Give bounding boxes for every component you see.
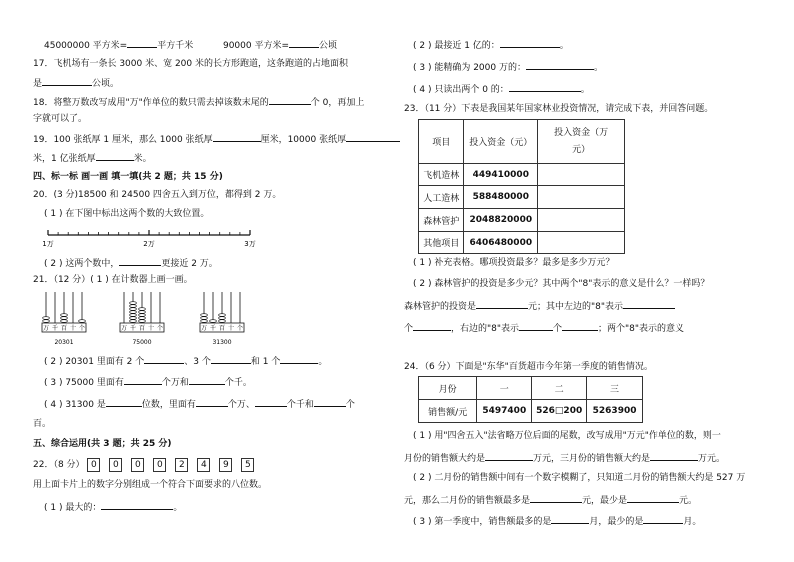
question-24-part1: ( 1 ) 用"四舍五入"法省略万位后面的尾数，改写成用"万元"作单位的数，则一 bbox=[413, 431, 721, 441]
question-21-part4-cont: 百。 bbox=[33, 419, 52, 429]
abacus-column-label: 万 bbox=[200, 325, 208, 332]
question-23-part1: ( 1 ) 补充表格。哪项投资最多？最多是多少万元？ bbox=[413, 258, 615, 268]
abacus-bead bbox=[201, 317, 208, 320]
abacus-column-label: 千 bbox=[209, 325, 217, 332]
abacus-column-label: 十 bbox=[147, 325, 155, 332]
abacus-bead bbox=[130, 308, 137, 311]
numline-label-1: 1万 bbox=[42, 240, 54, 248]
abacus-bead bbox=[130, 305, 137, 308]
answer-blank[interactable] bbox=[127, 38, 157, 48]
section-4-heading: 四、标一标 画一画 填一填(共 2 题；共 15 分) bbox=[33, 172, 223, 182]
question-22-part2: ( 2 ) 最接近 1 亿的： 。 bbox=[413, 38, 569, 52]
question-19-cont: 米，1 亿张纸厚 米。 bbox=[33, 151, 152, 165]
answer-blank[interactable] bbox=[650, 451, 698, 461]
question-22-part3: ( 3 ) 能精确为 2000 万的： 。 bbox=[413, 60, 603, 74]
abacus-column-label: 个 bbox=[236, 325, 244, 332]
table-row: 森林管护 2048820000 bbox=[419, 209, 625, 232]
answer-blank[interactable] bbox=[485, 451, 533, 461]
abacus-bead bbox=[201, 320, 208, 323]
abacus-bead bbox=[43, 317, 50, 320]
answer-blank[interactable] bbox=[314, 397, 346, 407]
abacus-75000 bbox=[120, 292, 164, 346]
question-18: 18．将整万数改写成用"万"作单位的数只需去掉该数末尾的 个 0，再加上 bbox=[33, 95, 364, 109]
abacus-column-label: 千 bbox=[129, 325, 137, 332]
abacus-bead bbox=[139, 317, 146, 320]
question-17-cont: 是 公顷。 bbox=[33, 76, 119, 90]
question-18-cont: 字就可以了。 bbox=[33, 114, 88, 124]
abacus-column-label: 百 bbox=[218, 325, 226, 332]
answer-blank[interactable] bbox=[280, 354, 318, 364]
abacus-bead bbox=[61, 317, 68, 320]
answer-blank[interactable] bbox=[551, 514, 589, 524]
question-22-desc: 用上面卡片上的数字分别组成一个符合下面要求的八位数。 bbox=[33, 480, 268, 490]
abacus-bead bbox=[61, 314, 68, 317]
abacus-number: 75000 bbox=[132, 339, 152, 346]
answer-blank[interactable] bbox=[562, 321, 598, 331]
abacus-bead bbox=[210, 320, 217, 323]
question-24: 24．（6 分）下面是"东华"百货超市今年第一季度的销售情况。 bbox=[404, 362, 653, 372]
abacus-20301 bbox=[42, 292, 86, 346]
table-header: 月份 bbox=[419, 377, 477, 400]
answer-blank[interactable] bbox=[526, 60, 594, 70]
abacus-column-label: 百 bbox=[138, 325, 146, 332]
abacus-column-label: 百 bbox=[60, 325, 68, 332]
answer-blank[interactable] bbox=[124, 375, 162, 385]
question-21: 21．（12 分）( 1 ) 在计数器上画一画。 bbox=[33, 275, 193, 285]
answer-blank[interactable] bbox=[119, 256, 161, 266]
abacus-number: 31300 bbox=[212, 339, 232, 346]
abacus-column-label: 千 bbox=[51, 325, 59, 332]
question-20: 20．(3 分)18500 和 24500 四舍五入到万位，都得到 2 万。 bbox=[33, 190, 282, 200]
abacus-bead bbox=[79, 320, 86, 323]
abacus-bead bbox=[219, 320, 226, 323]
answer-blank[interactable] bbox=[530, 493, 582, 503]
answer-blank[interactable] bbox=[213, 132, 261, 142]
question-23-part2: ( 2 ) 森林管护的投资是多少元？其中两个"8"表示的意义是什么？一样吗？ bbox=[413, 279, 710, 289]
digit-card: 4 bbox=[197, 458, 210, 472]
area-conversion-line: 45000000 平方米= 平方千米 90000 平方米= 公顷 bbox=[44, 38, 337, 52]
question-24-part1-cont: 月份的销售额大约是 万元，三月份的销售额大约是 万元。 bbox=[404, 451, 725, 465]
answer-blank[interactable] bbox=[500, 38, 560, 48]
question-22-part4: ( 4 ) 只读出两个 0 的： 。 bbox=[413, 82, 590, 96]
question-17: 17．飞机场有一条长 3000 米、宽 200 米的长方形跑道，这条跑道的占地面积 bbox=[33, 59, 348, 69]
abacus-group[interactable] bbox=[40, 290, 250, 348]
digit-cards bbox=[87, 460, 263, 470]
answer-blank[interactable] bbox=[289, 38, 319, 48]
answer-blank[interactable] bbox=[269, 95, 311, 105]
abacus-column-label: 万 bbox=[42, 325, 50, 332]
answer-blank[interactable] bbox=[346, 132, 400, 142]
abacus-column-label: 个 bbox=[78, 325, 86, 332]
answer-blank[interactable] bbox=[413, 321, 451, 331]
digit-card: 2 bbox=[175, 458, 188, 472]
table-header: 三 bbox=[587, 377, 643, 400]
question-22: 22．（8 分） 0 0 0 0 2 4 9 5 bbox=[33, 458, 263, 472]
digit-card: 5 bbox=[241, 458, 254, 472]
question-22-part1: ( 1 ) 最大的： 。 bbox=[44, 500, 182, 514]
digit-card: 0 bbox=[109, 458, 122, 472]
abacus-bead bbox=[43, 320, 50, 323]
table-header: 一 bbox=[477, 377, 532, 400]
answer-blank[interactable] bbox=[255, 397, 287, 407]
question-20-part1: ( 1 ) 在下图中标出这两个数的大致位置。 bbox=[44, 209, 210, 219]
question-21-part4: ( 4 ) 31300 是 位数，里面有 个万、 个千和 个 bbox=[44, 397, 355, 411]
abacus-bead bbox=[61, 320, 68, 323]
abacus-column-label: 万 bbox=[120, 325, 128, 332]
answer-blank[interactable] bbox=[144, 354, 184, 364]
table-row: 其他项目 6406480000 bbox=[419, 232, 625, 254]
table-row: 飞机造林 449410000 bbox=[419, 164, 625, 186]
abacus-bead bbox=[130, 311, 137, 314]
digit-card: 9 bbox=[219, 458, 232, 472]
question-23: 23．（11 分）下表是我国某年国家林业投资情况，请完成下表，并回答问题。 bbox=[404, 104, 714, 114]
digit-card: 0 bbox=[87, 458, 100, 472]
digit-card: 0 bbox=[131, 458, 144, 472]
question-24-part2-cont: 元，那么二月份的销售额最多是 元，最少是 元。 bbox=[404, 493, 697, 507]
question-23-part2-line2: 森林管护的投资是 元；其中左边的"8"表示 bbox=[404, 299, 675, 313]
numline-label-2: 2万 bbox=[143, 240, 155, 248]
question-24-part3: ( 3 ) 第一季度中，销售额最多的是 月，最少的是 月。 bbox=[413, 514, 701, 528]
numline-label-3: 3万 bbox=[244, 240, 256, 248]
question-24-part2: ( 2 ) 二月份的销售额中间有一个数字模糊了，只知道二月份的销售额大约是 527 万 bbox=[413, 473, 746, 483]
question-20-part2: ( 2 ) 这两个数中， 更接近 2 万。 bbox=[44, 256, 218, 270]
abacus-bead bbox=[139, 308, 146, 311]
abacus-bead bbox=[139, 320, 146, 323]
abacus-bead bbox=[139, 314, 146, 317]
table-header: 投入资金（万 元） bbox=[538, 120, 625, 164]
abacus-bead bbox=[139, 311, 146, 314]
question-19: 19．100 张纸厚 1 厘米，那么 1000 张纸厚 厘米，10000 张纸厚 bbox=[33, 132, 400, 146]
answer-blank[interactable] bbox=[643, 514, 683, 524]
answer-blank[interactable] bbox=[189, 375, 225, 385]
abacus-bead bbox=[219, 317, 226, 320]
answer-cell[interactable] bbox=[538, 209, 625, 232]
sales-table bbox=[418, 376, 643, 423]
question-21-part2: ( 2 ) 20301 里面有 2 个 、3 个 和 1 个 。 bbox=[44, 354, 327, 368]
abacus-number: 20301 bbox=[54, 339, 74, 346]
abacus-bead bbox=[130, 320, 137, 323]
question-21-part3: ( 3 ) 75000 里面有 个万和 个千。 bbox=[44, 375, 252, 389]
abacus-bead bbox=[130, 317, 137, 320]
answer-blank[interactable] bbox=[101, 500, 173, 510]
answer-blank[interactable] bbox=[519, 321, 553, 331]
abacus-bead bbox=[130, 302, 137, 305]
answer-blank[interactable] bbox=[476, 299, 528, 309]
table-header: 二 bbox=[532, 377, 587, 400]
answer-blank[interactable] bbox=[42, 76, 92, 86]
answer-cell[interactable] bbox=[538, 186, 625, 209]
abacus-bead bbox=[219, 314, 226, 317]
table-row: 销售额/元 5497400 526□200 5263900 bbox=[419, 400, 643, 423]
investment-table bbox=[418, 119, 625, 254]
answer-blank[interactable] bbox=[196, 397, 228, 407]
question-23-part2-line3: 个 ，右边的"8"表示 个 ；两个"8"表示的意义 bbox=[404, 321, 684, 335]
table-header: 投入资金（元） bbox=[464, 120, 538, 164]
abacus-bead bbox=[201, 314, 208, 317]
answer-blank[interactable] bbox=[623, 299, 675, 309]
digit-card: 0 bbox=[153, 458, 166, 472]
answer-blank[interactable] bbox=[627, 493, 679, 503]
abacus-bead bbox=[130, 314, 137, 317]
abacus-31300 bbox=[200, 292, 244, 346]
answer-blank[interactable] bbox=[509, 82, 581, 92]
abacus-column-label: 十 bbox=[69, 325, 77, 332]
abacus-column-label: 十 bbox=[227, 325, 235, 332]
abacus-column-label: 个 bbox=[156, 325, 164, 332]
answer-blank[interactable] bbox=[106, 397, 142, 407]
answer-blank[interactable] bbox=[96, 151, 134, 161]
answer-cell[interactable] bbox=[538, 232, 625, 254]
table-row: 人工造林 588480000 bbox=[419, 186, 625, 209]
table-header: 项目 bbox=[419, 120, 464, 164]
number-line[interactable] bbox=[40, 226, 265, 248]
answer-cell[interactable] bbox=[538, 164, 625, 186]
answer-blank[interactable] bbox=[211, 354, 251, 364]
section-5-heading: 五、综合运用(共 3 题；共 25 分) bbox=[33, 439, 172, 449]
